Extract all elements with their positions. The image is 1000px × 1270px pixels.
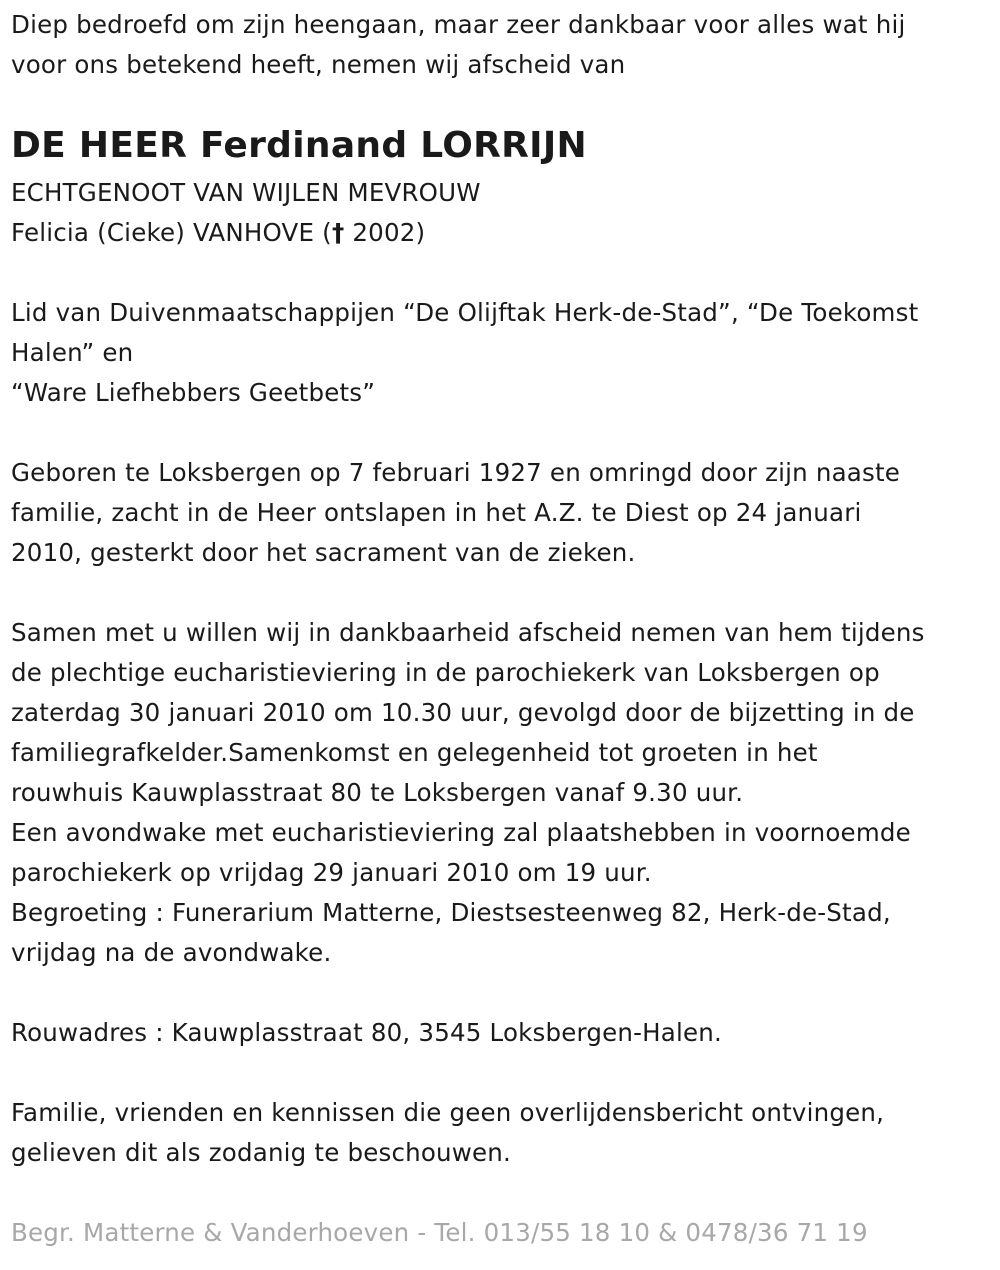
membership-line: Halen” en — [11, 338, 134, 367]
ceremony-line: familiegrafkelder.Samenkomst en gelegenheid tot groeten in het — [11, 738, 818, 767]
spouse-line: ECHTGENOOT VAN WIJLEN MEVROUW — [11, 178, 481, 207]
notice-paragraph — [11, 1093, 994, 1173]
ceremony-line: parochiekerk op vrijdag 29 januari 2010 om 19 uur. — [11, 858, 652, 887]
spouse-name-suffix: 2002) — [344, 218, 426, 247]
ceremony-line: Begroeting : Funerarium Matterne, Diestsesteenweg 82, Herk-de-Stad, — [11, 898, 891, 927]
birth-death-line: 2010, gesterkt door het sacrament van de zieken. — [11, 538, 636, 567]
spouse-name-prefix: Felicia (Cieke) VANHOVE ( — [11, 218, 332, 247]
ceremony-line: rouwhuis Kauwplasstraat 80 te Loksbergen vanaf 9.30 uur. — [11, 778, 744, 807]
ceremony-line: Samen met u willen wij in dankbaarheid afscheid nemen van hem tijdens — [11, 618, 925, 647]
funeral-director-footer: Begr. Matterne & Vanderhoeven - Tel. 013/55 18 10 & 0478/36 71 19 — [11, 1218, 868, 1247]
notice-line: gelieven dit als zodanig te beschouwen. — [11, 1138, 512, 1167]
intro-paragraph — [11, 5, 994, 85]
ceremony-line: Een avondwake met eucharistieviering zal plaatshebben in voornoemde — [11, 818, 911, 847]
birth-death-paragraph — [11, 453, 994, 573]
intro-line: Diep bedroefd om zijn heengaan, maar zeer dankbaar voor alles wat hij — [11, 10, 906, 39]
membership-line: “Ware Liefhebbers Geetbets” — [11, 378, 376, 407]
deceased-name: DE HEER Ferdinand LORRIJN — [11, 125, 587, 166]
birth-death-line: Geboren te Loksbergen op 7 februari 1927 en omringd door zijn naaste — [11, 458, 901, 487]
notice-line: Familie, vrienden en kennissen die geen overlijdensbericht ontvingen, — [11, 1098, 885, 1127]
ceremony-line: zaterdag 30 januari 2010 om 10.30 uur, gevolgd door de bijzetting in de — [11, 698, 915, 727]
membership-line: Lid van Duivenmaatschappijen “De Olijftak Herk-de-Stad”, “De Toekomst — [11, 298, 919, 327]
birth-death-line: familie, zacht in de Heer ontslapen in het A.Z. te Diest op 24 januari — [11, 498, 862, 527]
spouse-info — [11, 173, 994, 253]
mourning-address: Rouwadres : Kauwplasstraat 80, 3545 Loksbergen-Halen. — [11, 1018, 723, 1047]
ceremony-paragraph — [11, 613, 994, 973]
ceremony-line: de plechtige eucharistieviering in de parochiekerk van Loksbergen op — [11, 658, 880, 687]
intro-line: voor ons betekend heeft, nemen wij afscheid van — [11, 50, 626, 79]
ceremony-line: vrijdag na de avondwake. — [11, 938, 332, 967]
membership-paragraph — [11, 293, 994, 413]
cross-icon: † — [331, 218, 345, 247]
spouse-name — [11, 213, 994, 253]
